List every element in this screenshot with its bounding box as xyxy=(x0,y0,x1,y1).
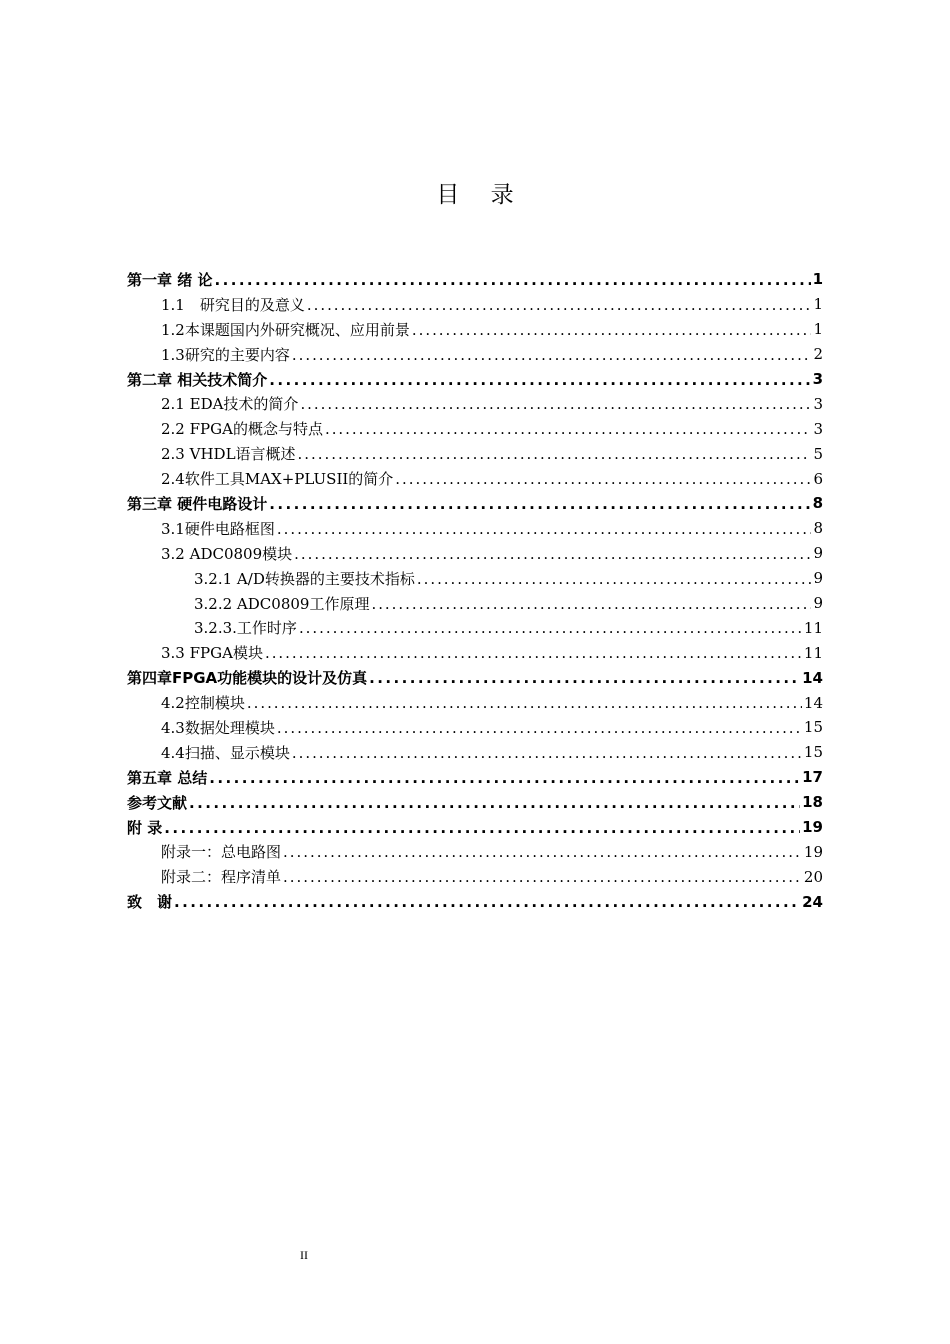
toc-dot-leader xyxy=(269,373,810,388)
toc-entry-page-number: 9 xyxy=(813,594,823,613)
toc-entry[interactable] xyxy=(127,367,823,392)
toc-entry[interactable] xyxy=(127,615,823,640)
toc-entry-label: 致 谢 xyxy=(127,893,173,912)
toc-dot-leader xyxy=(174,895,800,910)
toc-entry-label: 4.4扫描、显示模块 xyxy=(161,743,290,762)
toc-entry-label: 3.2.3.工作时序 xyxy=(194,619,297,638)
table-of-contents xyxy=(127,267,823,914)
toc-entry[interactable] xyxy=(127,566,823,591)
toc-dot-leader xyxy=(209,771,800,786)
toc-entry[interactable] xyxy=(127,889,823,914)
toc-entry-page-number: 24 xyxy=(802,892,823,911)
toc-dot-leader xyxy=(265,646,802,661)
toc-entry-label: 2.2 FPGA的概念与特点 xyxy=(161,420,323,439)
toc-dot-leader xyxy=(369,671,800,686)
toc-entry[interactable] xyxy=(127,391,823,416)
toc-dot-leader xyxy=(307,298,812,313)
toc-entry-label: 4.2控制模块 xyxy=(161,694,245,713)
toc-entry-label: 附录二：程序清单 xyxy=(161,868,282,887)
toc-dot-leader xyxy=(283,870,802,885)
toc-entry-label: 3.2.2 ADC0809工作原理 xyxy=(194,594,370,613)
toc-entry-label: 参考文献 xyxy=(127,793,188,812)
toc-entry-label: 2.1 EDA技术的简介 xyxy=(161,395,299,414)
toc-entry[interactable] xyxy=(127,267,823,292)
toc-entry[interactable] xyxy=(127,665,823,690)
toc-dot-leader xyxy=(294,547,811,562)
toc-dot-leader xyxy=(412,323,812,338)
toc-entry-page-number: 19 xyxy=(803,842,823,861)
toc-entry[interactable] xyxy=(127,516,823,541)
toc-entry-page-number: 11 xyxy=(803,643,823,662)
toc-entry-label: 3.3 FPGA模块 xyxy=(161,644,263,663)
toc-dot-leader xyxy=(283,845,802,860)
toc-entry-page-number: 9 xyxy=(813,569,823,588)
toc-dot-leader xyxy=(277,522,812,537)
toc-dot-leader xyxy=(292,746,802,761)
toc-entry-page-number: 8 xyxy=(812,494,823,513)
toc-dot-leader xyxy=(292,348,812,363)
toc-entry[interactable] xyxy=(127,591,823,616)
toc-entry-label: 附录一：总电路图 xyxy=(161,843,282,862)
toc-dot-leader xyxy=(269,497,810,512)
toc-entry-page-number: 5 xyxy=(813,444,823,463)
toc-entry[interactable] xyxy=(127,765,823,790)
toc-entry-label: 第三章 硬件电路设计 xyxy=(127,494,268,513)
toc-dot-leader xyxy=(325,422,812,437)
toc-entry-page-number: 1 xyxy=(813,295,823,314)
toc-entry-label: 第二章 相关技术简介 xyxy=(127,370,268,389)
toc-entry-page-number: 2 xyxy=(813,345,823,364)
toc-entry[interactable] xyxy=(127,342,823,367)
toc-entry-page-number: 15 xyxy=(803,718,823,737)
toc-dot-leader xyxy=(417,572,812,587)
toc-entry[interactable] xyxy=(127,740,823,765)
toc-entry[interactable] xyxy=(127,292,823,317)
toc-entry-page-number: 6 xyxy=(813,469,823,488)
footer-page-number: II xyxy=(300,1248,308,1262)
toc-entry-page-number: 17 xyxy=(802,768,823,787)
toc-entry[interactable] xyxy=(127,416,823,441)
toc-entry-page-number: 9 xyxy=(813,544,823,563)
toc-entry[interactable] xyxy=(127,690,823,715)
toc-dot-leader xyxy=(395,472,811,487)
toc-entry[interactable] xyxy=(127,466,823,491)
toc-entry-page-number: 3 xyxy=(812,370,823,388)
toc-entry[interactable] xyxy=(127,441,823,466)
toc-entry[interactable] xyxy=(127,815,823,840)
toc-entry-label: 3.2 ADC0809模块 xyxy=(161,544,293,563)
toc-entry-page-number: 14 xyxy=(802,668,823,687)
toc-entry-label: 第五章 总结 xyxy=(127,768,208,787)
toc-dot-leader xyxy=(164,821,800,836)
toc-entry-label: 1.2本课题国内外研究概况、应用前景 xyxy=(161,320,410,339)
toc-entry[interactable] xyxy=(127,864,823,889)
toc-entry-label: 2.4软件工具MAX+PLUSII的简介 xyxy=(161,470,394,489)
toc-entry-label: 第一章 绪 论 xyxy=(127,270,213,289)
toc-dot-leader xyxy=(299,621,802,636)
toc-entry-label: 3.1硬件电路框图 xyxy=(161,519,275,538)
toc-entry-page-number: 11 xyxy=(803,618,823,637)
toc-dot-leader xyxy=(277,721,802,736)
toc-entry-label: 附 录 xyxy=(127,818,163,837)
toc-entry[interactable] xyxy=(127,491,823,516)
toc-entry[interactable] xyxy=(127,715,823,740)
toc-entry-page-number: 18 xyxy=(802,793,823,812)
toc-entry[interactable] xyxy=(127,640,823,665)
toc-entry-label: 1.1 研究目的及意义 xyxy=(161,295,305,314)
toc-dot-leader xyxy=(298,447,812,462)
toc-entry-label: 3.2.1 A/D转换器的主要技术指标 xyxy=(194,569,415,588)
toc-dot-leader xyxy=(214,273,810,288)
toc-entry-page-number: 1 xyxy=(812,270,823,289)
toc-entry-page-number: 15 xyxy=(803,743,823,762)
toc-entry-page-number: 20 xyxy=(803,867,823,886)
toc-entry[interactable] xyxy=(127,790,823,815)
toc-entry-page-number: 3 xyxy=(813,394,823,413)
toc-dot-leader xyxy=(300,397,811,412)
toc-entry-label: 4.3数据处理模块 xyxy=(161,718,275,737)
toc-dot-leader xyxy=(189,796,800,811)
page-title: 目 录 xyxy=(436,182,526,208)
toc-entry[interactable] xyxy=(127,317,823,342)
toc-entry-label: 第四章FPGA功能模块的设计及仿真 xyxy=(127,669,368,688)
toc-entry-page-number: 8 xyxy=(813,519,823,538)
toc-entry-page-number: 19 xyxy=(802,818,823,837)
toc-entry[interactable] xyxy=(127,839,823,864)
toc-entry-label: 1.3研究的主要内容 xyxy=(161,345,290,364)
toc-entry[interactable] xyxy=(127,541,823,566)
toc-entry-page-number: 14 xyxy=(803,693,823,712)
toc-entry-label: 2.3 VHDL语言概述 xyxy=(161,445,296,464)
toc-entry-page-number: 3 xyxy=(813,419,823,438)
toc-entry-page-number: 1 xyxy=(813,320,823,339)
toc-dot-leader xyxy=(247,696,802,711)
toc-dot-leader xyxy=(371,597,811,612)
